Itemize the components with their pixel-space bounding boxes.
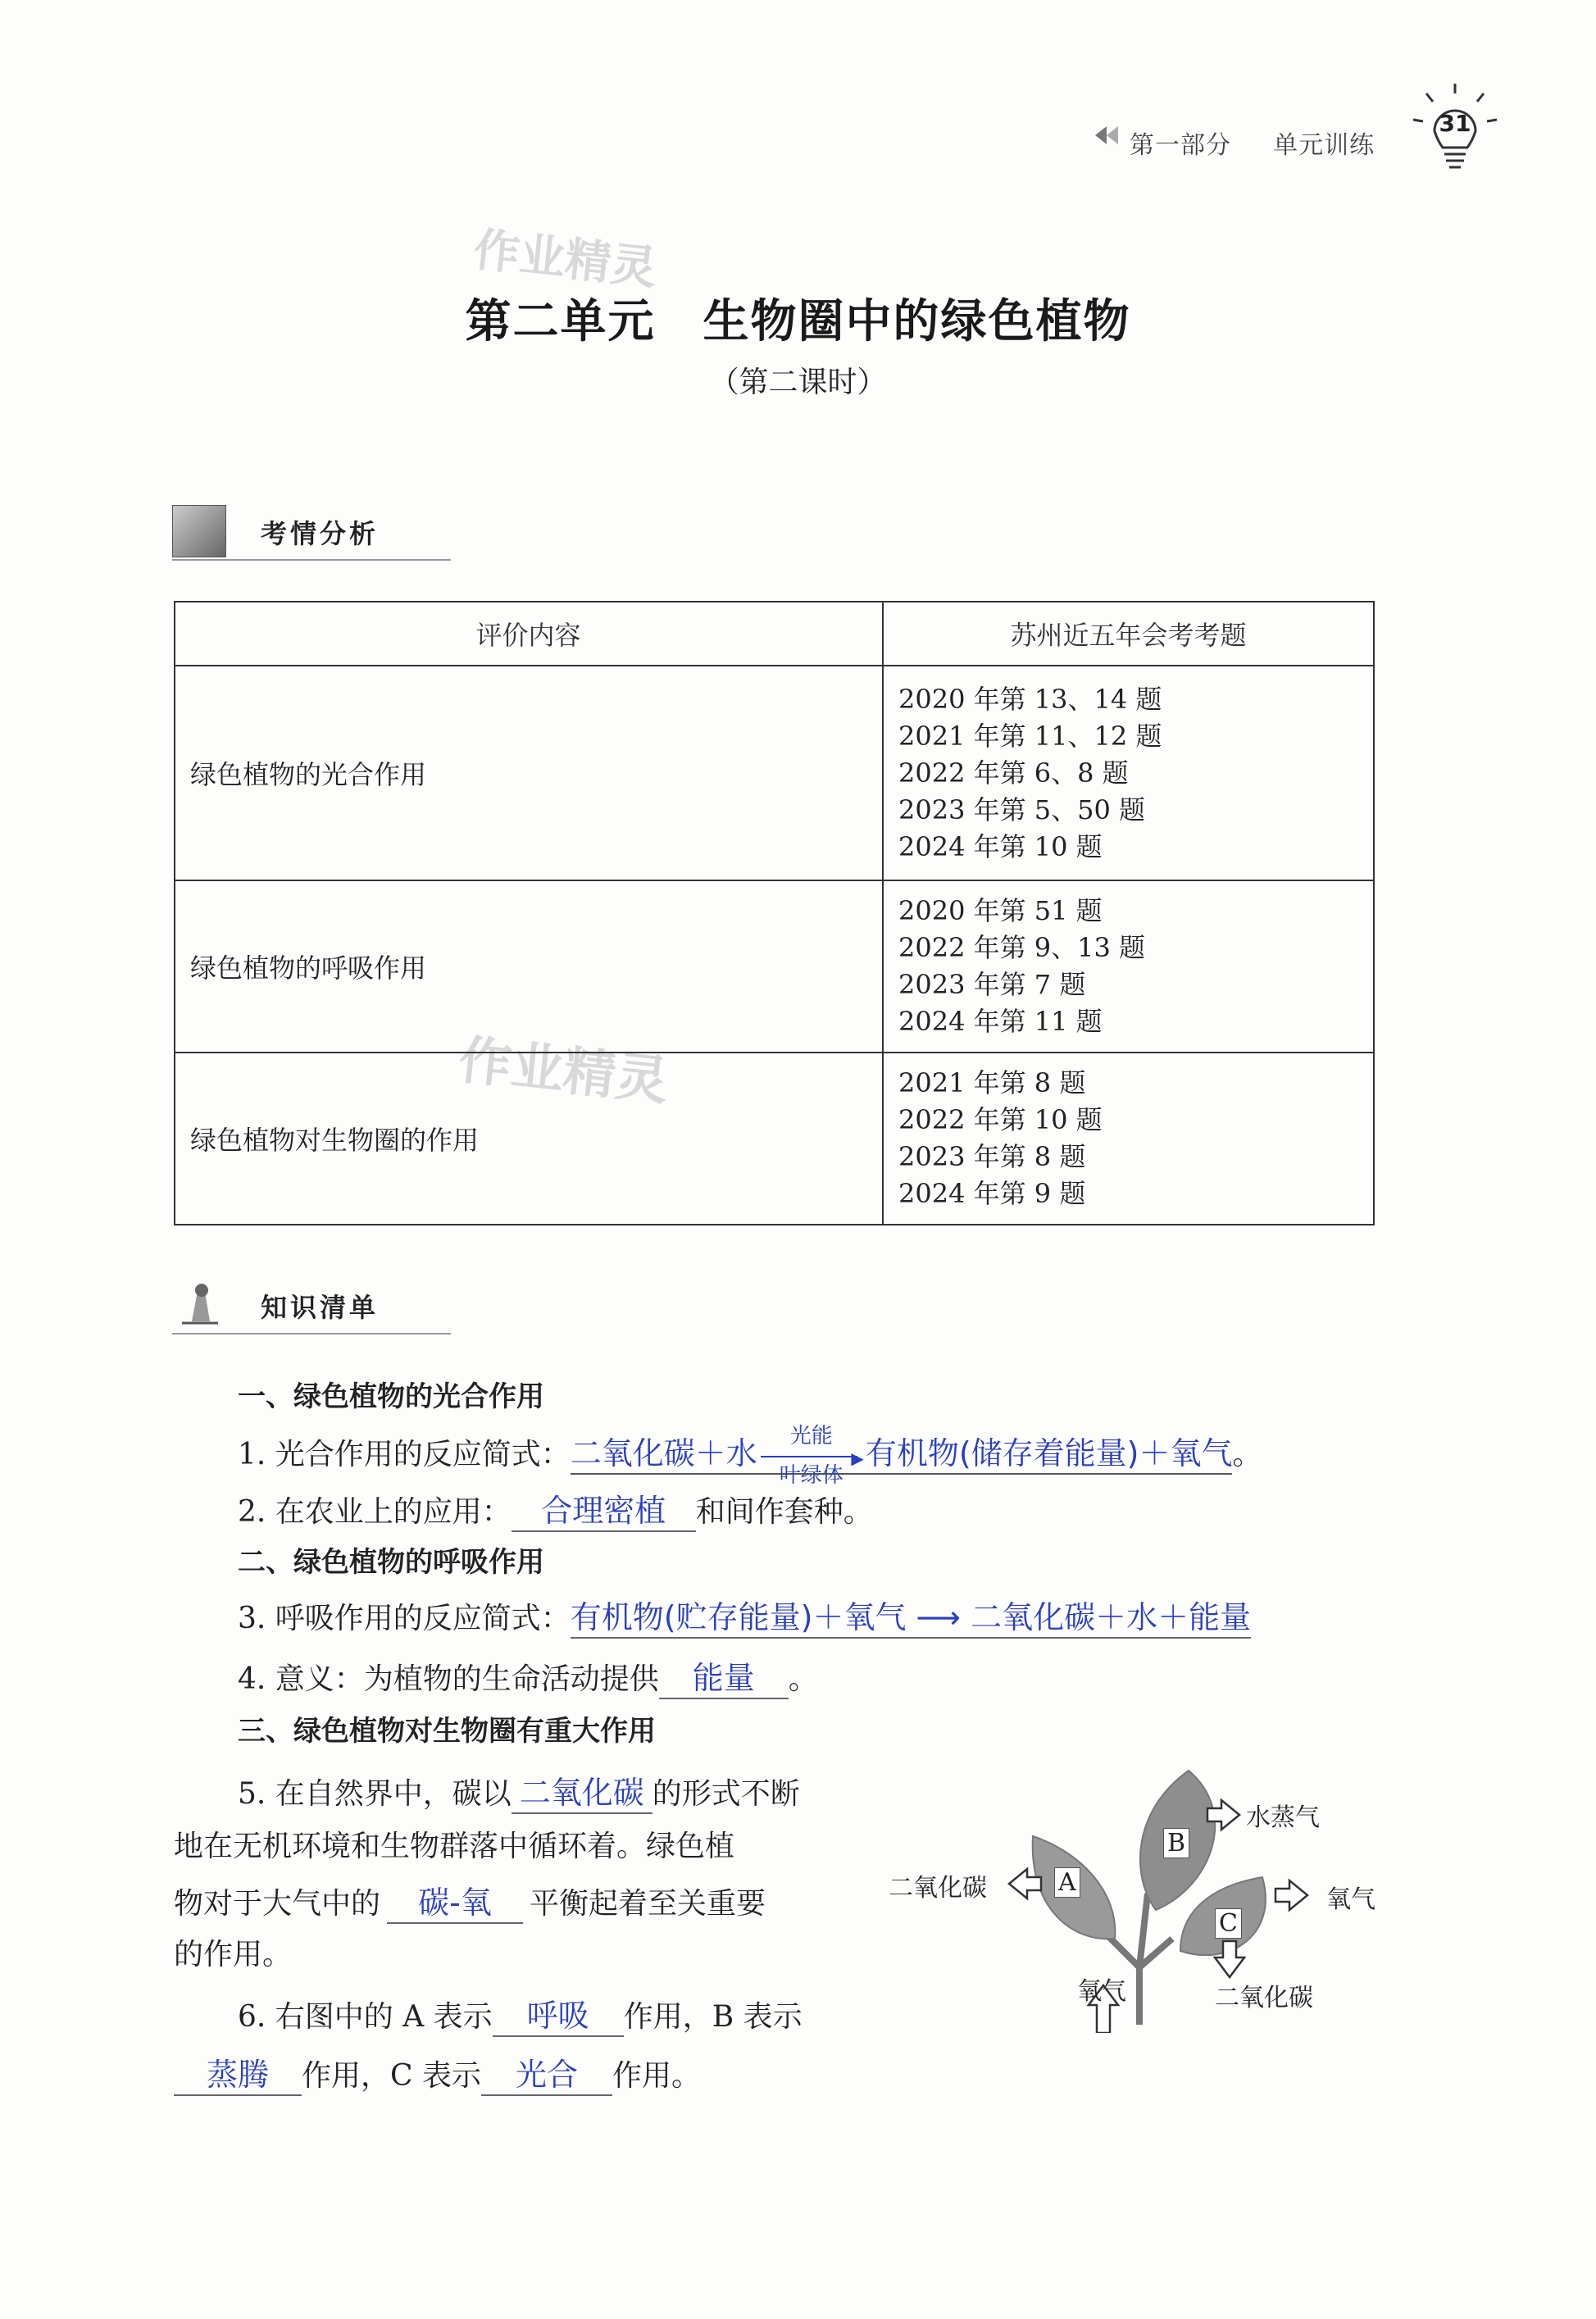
question-4 [238, 1653, 818, 1699]
question-5-line-2: 地在无机环境和生物群落中循环着。绿色植 [174, 1830, 735, 1863]
section-1-heading: 一、绿色植物的光合作用 [238, 1380, 544, 1413]
question-ref: 2021 年第 11、12 题 [898, 720, 1162, 752]
q6-text: 作用，B 表示 [623, 2000, 803, 2034]
page-number: 31 [1439, 110, 1471, 137]
q2-answer: 合理密植 [512, 1485, 696, 1532]
table-questions [883, 1053, 1374, 1225]
question-ref: 2023 年第 8 题 [898, 1141, 1086, 1172]
question-ref: 2024 年第 9 题 [898, 1178, 1086, 1209]
label-oxygen-right: 氧气 [1326, 1885, 1375, 1914]
question-6-line-2 [174, 2049, 701, 2096]
q6-answer-C: 光合 [481, 2049, 612, 2096]
label-oxygen-bottom: 氧气 [1077, 1977, 1126, 2006]
q2-suffix: 和间作套种。 [695, 1495, 873, 1529]
q5-text: 的形式不断 [652, 1777, 800, 1811]
q1-condition-chlorophyll: 叶绿体 [779, 1463, 843, 1488]
header-section: 第一部分 [1130, 131, 1231, 160]
question-ref: 2022 年第 9、13 题 [898, 932, 1146, 963]
question-ref: 2021 年第 8 题 [898, 1067, 1086, 1098]
leaf-label-A: A [1054, 1867, 1080, 1898]
exam-analysis-table [174, 601, 1375, 1225]
leaf-label-B: B [1163, 1828, 1189, 1858]
q5-text: 平衡起着至关重要 [530, 1887, 766, 1921]
question-5-line-3 [174, 1877, 766, 1924]
table-header-row [175, 602, 1374, 666]
header-arrow-icon [1090, 123, 1123, 151]
table-header-content: 评价内容 [175, 602, 883, 666]
q5-answer-2: 碳-氧 [387, 1877, 523, 1924]
q6-answer-B: 蒸腾 [174, 2049, 302, 2096]
q6-text: 6. 右图中的 A 表示 [238, 2000, 493, 2034]
table-questions [883, 666, 1374, 880]
section-2-heading: 二、绿色植物的呼吸作用 [238, 1546, 544, 1579]
q1-answer-products: 有机物(储存着能量)＋氧气 [865, 1435, 1233, 1471]
q2-prefix: 2. 在农业上的应用： [238, 1495, 512, 1529]
question-5-line-1 [238, 1767, 800, 1814]
q6-answer-A: 呼吸 [493, 1990, 624, 2037]
label-co2-bottom: 二氧化碳 [1215, 1984, 1313, 2012]
page-subtitle: （第二课时） [709, 366, 887, 399]
watermark-middle: 作业精灵 [456, 1030, 671, 1113]
page-number-bulb-icon [1410, 82, 1500, 180]
q1-answer-line [570, 1424, 1233, 1488]
table-row [175, 1053, 1374, 1225]
leaf-label-C: C [1215, 1908, 1242, 1939]
q5-text: 物对于大气中的 [174, 1887, 381, 1921]
table-row [175, 880, 1374, 1053]
section-3-heading: 三、绿色植物对生物圈有重大作用 [238, 1715, 656, 1748]
q1-answer-reactants: 二氧化碳＋水 [570, 1435, 757, 1471]
analysis-section-icon [172, 505, 226, 557]
q3-prefix: 3. 呼吸作用的反应简式： [238, 1602, 571, 1635]
q4-answer: 能量 [659, 1653, 789, 1699]
q5-answer-1: 二氧化碳 [512, 1767, 652, 1814]
question-5-line-4: 的作用。 [174, 1938, 293, 1971]
question-1 [238, 1424, 1262, 1488]
question-ref: 2023 年第 7 题 [898, 969, 1086, 1000]
analysis-section-header [172, 498, 451, 561]
q1-reaction-arrow: 光能 ▶ 叶绿体 [757, 1440, 866, 1473]
question-3 [238, 1592, 1251, 1639]
question-ref: 2020 年第 13、14 题 [898, 683, 1162, 715]
question-ref: 2024 年第 10 题 [898, 830, 1103, 862]
running-header [1130, 125, 1375, 161]
question-ref: 2024 年第 11 题 [898, 1006, 1103, 1037]
label-co2-left: 二氧化碳 [889, 1874, 987, 1903]
question-ref: 2020 年第 51 题 [898, 895, 1103, 926]
table-questions [883, 880, 1374, 1053]
q6-text: 作用，C 表示 [302, 2059, 481, 2093]
question-ref: 2022 年第 10 题 [898, 1104, 1103, 1135]
leaf-diagram [889, 1762, 1402, 2033]
q3-answer: 有机物(贮存能量)＋氧气 ⟶ 二氧化碳＋水＋能量 [571, 1592, 1251, 1639]
q1-condition-light: 光能 [789, 1424, 833, 1448]
q5-text: 5. 在自然界中，碳以 [238, 1777, 512, 1811]
knowledge-section-icon [177, 1280, 223, 1328]
question-ref: 2022 年第 6、8 题 [898, 757, 1129, 789]
table-topic: 绿色植物对生物圈的作用 [175, 1053, 883, 1225]
q4-suffix: 。 [788, 1662, 818, 1696]
analysis-heading: 考情分析 [261, 518, 380, 549]
knowledge-section-header [172, 1272, 451, 1335]
table-header-questions: 苏州近五年会考考题 [883, 602, 1374, 666]
header-unit: 单元训练 [1273, 131, 1375, 160]
table-topic: 绿色植物的呼吸作用 [175, 880, 883, 1053]
page-title: 第二单元 生物圈中的绿色植物 [465, 295, 1131, 348]
question-2 [238, 1485, 873, 1532]
q1-prefix: 1. 光合作用的反应简式： [238, 1438, 571, 1471]
watermark-top: 作业精灵 [471, 223, 660, 296]
table-topic: 绿色植物的光合作用 [175, 666, 883, 880]
q1-end: 。 [1232, 1438, 1262, 1471]
label-water-vapor: 水蒸气 [1246, 1803, 1320, 1832]
q4-prefix: 4. 意义：为植物的生命活动提供 [238, 1662, 659, 1696]
question-6-line-1 [238, 1990, 803, 2037]
q6-text: 作用。 [612, 2059, 702, 2093]
question-ref: 2023 年第 5、50 题 [898, 793, 1146, 825]
table-row [175, 666, 1374, 880]
knowledge-heading: 知识清单 [261, 1292, 380, 1323]
